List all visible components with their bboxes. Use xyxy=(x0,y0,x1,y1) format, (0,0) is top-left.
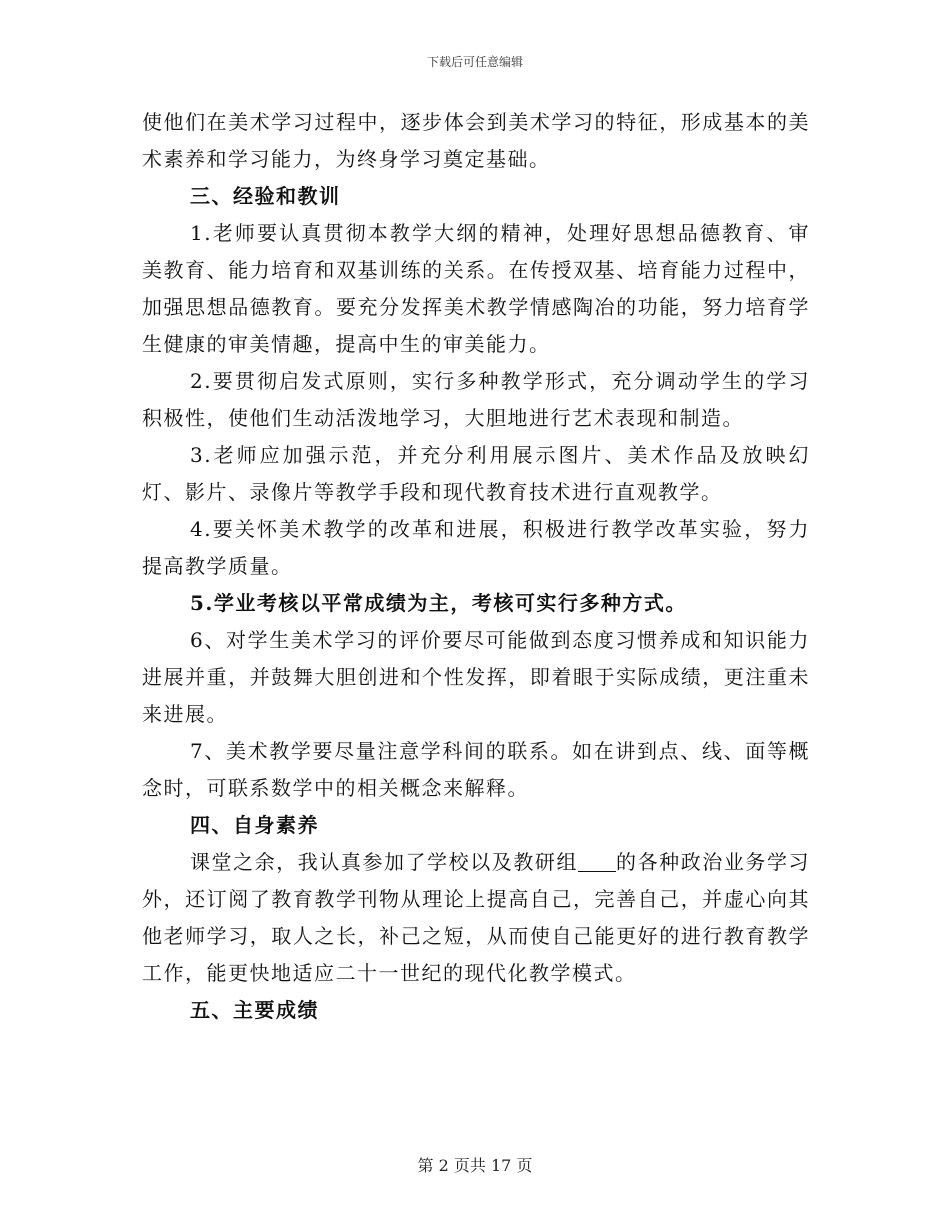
paragraph-item-2: 2.要贯彻启发式原则，实行多种教学形式，充分调动学生的学习积极性，使他们生动活泼地学习，大胆地进行艺术表现和制造。 xyxy=(142,369,810,430)
paragraph-item-5: 5.学业考核以平常成绩为主，考核可实行多种方式。 xyxy=(190,591,687,615)
fill-blank xyxy=(578,851,616,872)
paragraph-item-7: 7、美术教学要尽量注意学科间的联系。如在讲到点、线、面等概念时，可联系数学中的相关概念来解释。 xyxy=(142,739,810,800)
paragraph: 使他们在美术学习过程中，逐步体会到美术学习的特征，形成基本的美术素养和学习能力，为终身学习奠定基础。 xyxy=(142,110,810,171)
paragraph-self-cultivation xyxy=(142,844,810,992)
paragraph-item-4: 4.要关怀美术教学的改革和进展，积极进行教学改革实验，努力提高教学质量。 xyxy=(142,517,810,578)
paragraph-item-3: 3.老师应加强示范，并充分利用展示图片、美术作品及放映幻灯、影片、录像片等教学手段和现代教育技术进行直观教学。 xyxy=(142,443,810,504)
paragraph-item-1: 1.老师要认真贯彻本教学大纲的精神，处理好思想品德教育、审美教育、能力培育和双基训练的关系。在传授双基、培育能力过程中，加强思想品德教育。要充分发挥美术教学情感陶冶的功能，努力培育学生健康的审美情趣，提高中生的审美能力。 xyxy=(142,221,810,356)
page-header-note: 下载后可任意编辑 xyxy=(426,55,523,69)
section-heading-5: 五、主要成绩 xyxy=(190,998,319,1022)
section-heading-3: 三、经验和教训 xyxy=(190,184,341,208)
paragraph-text-part-b: 的各种政治业务学习外，还订阅了教育教学刊物从理论上提高自己，完善自己，并虚心向其他老师学习，取人之长，补己之短，从而使自己能更好的进行教育教学工作，能更快地适应二十一世纪的现代化教学模式。 xyxy=(142,850,811,985)
paragraph-text-part-a: 课堂之余，我认真参加了学校以及教研组 xyxy=(190,850,578,874)
section-heading-4: 四、自身素养 xyxy=(190,813,319,837)
document-body xyxy=(142,104,810,1029)
paragraph-item-6: 6、对学生美术学习的评价要尽可能做到态度习惯养成和知识能力进展并重，并鼓舞大胆创进和个性发挥，即着眼于实际成绩，更注重未来进展。 xyxy=(142,628,810,726)
page-number: 第 2 页共 17 页 xyxy=(417,1156,533,1175)
